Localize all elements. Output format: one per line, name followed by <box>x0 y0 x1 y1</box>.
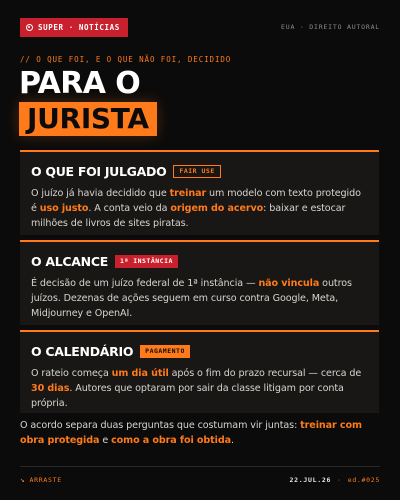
body-text: : baixar e estocar milhões de livros de sites piratas. <box>31 203 346 229</box>
highlighted-text: treinar <box>169 188 207 199</box>
card-header <box>31 162 367 180</box>
card-badge: FAIR USE <box>173 165 220 178</box>
arrow-down-right-icon: ↘ <box>20 475 26 484</box>
highlighted-text: um dia útil <box>111 368 169 379</box>
card-scope <box>20 240 379 325</box>
closing-paragraph <box>20 418 380 448</box>
footer <box>20 474 380 486</box>
body-text: O acordo separa duas perguntas que costumam vir juntas: <box>20 420 301 431</box>
card-title: O CALENDÁRIO <box>31 343 134 359</box>
kicker: // O QUE FOI, E O QUE NÃO FOI, DECIDIDO <box>20 55 232 64</box>
body-text: . Autores que optaram por sair da classe litigam por conta própria. <box>31 383 344 409</box>
card-title: O QUE FOI JULGADO <box>31 163 167 179</box>
body-text: O rateio começa <box>31 368 112 379</box>
card-badge: 1ª INSTÂNCIA <box>115 255 178 268</box>
body-text: após o fim do prazo recursal — cerca de <box>168 368 362 379</box>
card-body <box>31 366 367 411</box>
card-title: O ALCANCE <box>31 253 108 269</box>
body-text: um modelo com texto protegido é <box>31 188 361 214</box>
card-badge: PAGAMENTO <box>140 345 190 358</box>
body-text: É decisão de um juízo federal de 1ª instância — <box>31 278 259 289</box>
section-tag <box>20 18 128 37</box>
highlighted-text: não vincula <box>258 278 320 289</box>
card-header <box>31 252 367 270</box>
footer-separator: · <box>337 476 342 484</box>
edition-number: ed.#025 <box>347 476 380 484</box>
body-text: e <box>99 435 112 446</box>
highlighted-text: 30 dias <box>31 383 70 394</box>
card-body <box>31 276 367 321</box>
top-bar <box>20 17 380 37</box>
card-what-was-judged <box>20 150 379 235</box>
card-header <box>31 342 367 360</box>
body-text: . A conta veio da <box>88 203 171 214</box>
highlighted-text: treinar com obra protegida <box>20 420 362 446</box>
target-icon <box>26 24 33 31</box>
publish-date: 22.JUL.26 <box>289 476 332 484</box>
footer-divider <box>20 466 380 467</box>
highlighted-text: como a obra foi obtida <box>111 435 231 446</box>
swipe-label: ARRASTE <box>29 476 62 484</box>
body-text: . <box>231 435 234 446</box>
topic-label: EUA · DIREITO AUTORAL <box>281 23 380 31</box>
body-text: outros juízos. Dezenas de ações seguem em curso contra Google, Meta, Midjourney e OpenAI. <box>31 278 352 319</box>
card-body <box>31 186 367 231</box>
swipe-hint[interactable] <box>20 476 62 484</box>
headline-line-2: JURISTA <box>19 102 157 136</box>
section-tag-label: SUPER · NOTÍCIAS <box>38 22 120 32</box>
footer-meta <box>290 476 380 484</box>
headline-line-1: PARA O <box>19 66 141 101</box>
highlighted-text: uso justo <box>39 203 89 214</box>
highlighted-text: origem do acervo <box>170 203 264 214</box>
card-calendar <box>20 330 379 413</box>
body-text: O juízo já havia decidido que <box>31 188 170 199</box>
